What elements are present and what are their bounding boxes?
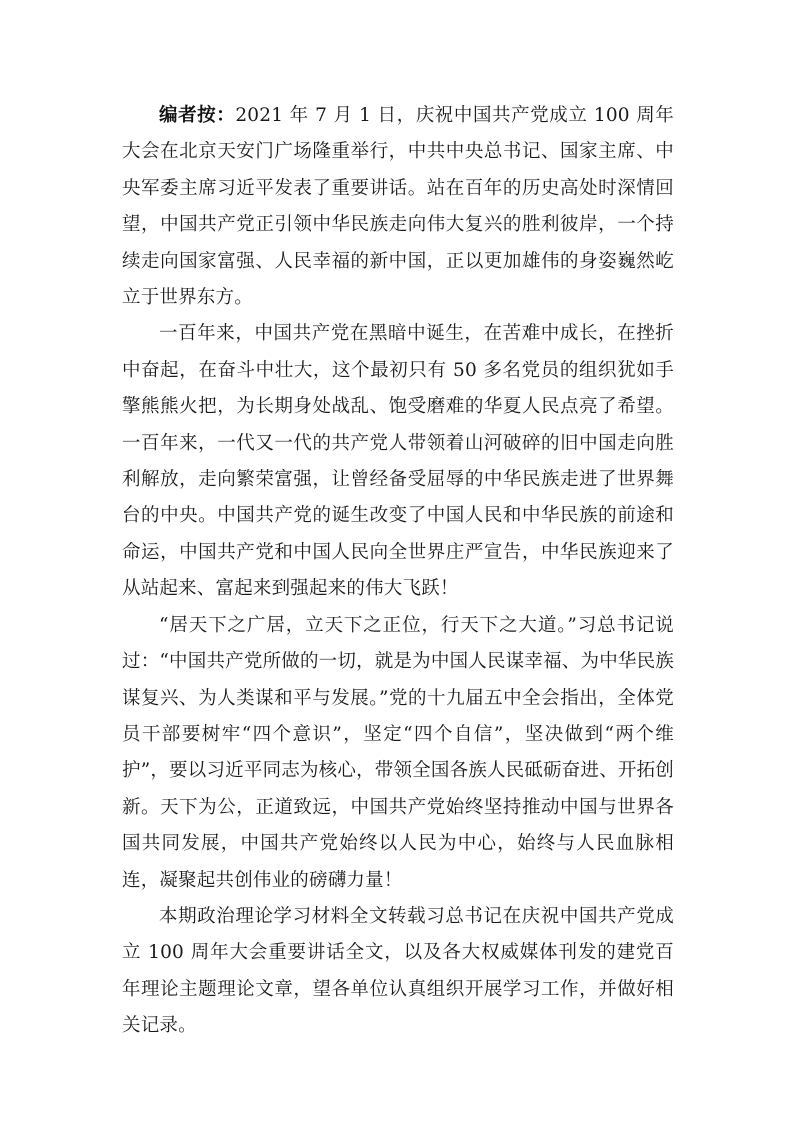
study-notice-text: 本期政治理论学习材料全文转载习总书记在庆祝中国共产党成立 100 周年大会重要讲话全文，以及各大权威媒体刊发的建党百年理论主题理论文章，望各单位认真组织开展学习工作，并做好相关记录。 <box>122 905 674 1037</box>
history-text: 一百年来，中国共产党在黑暗中诞生，在苦难中成长，在挫折中奋起，在奋斗中壮大，这个最初只有 50 多名党员的组织犹如手擎熊熊火把，为长期身处战乱、饱受磨难的华夏人民点亮了希望。一百年来，一代又一代的共产党人带领着山河破碎的旧中国走向胜利解放，走向繁荣富强，让曾经备受屈辱的中华民族走进了世界舞台的中央。中国共产党的诞生改变了中国人民和中华民族的前途和命运，中国共产党和中国人民向全世界庄严宣告，中华民族迎来了从站起来、富起来到强起来的伟大飞跃！ <box>122 323 674 600</box>
history-paragraph <box>122 316 674 607</box>
editor-note-paragraph <box>122 98 674 316</box>
quote-text: “居天下之广居，立天下之正位，行天下之大道。”习总书记说过：“中国共产党所做的一切，就是为中国人民谋幸福、为中华民族谋复兴、为人类谋和平与发展。”党的十九届五中全会指出，全体党员干部要树牢“四个意识”，坚定“四个自信”，坚决做到“两个维护”，要以习近平同志为核心，带领全国各族人民砥砺奋进、开拓创新。天下为公，正道致远，中国共产党始终坚持推动中国与世界各国共同发展，中国共产党始终以人民为中心，始终与人民血脉相连，凝聚起共创伟业的磅礴力量！ <box>122 614 674 891</box>
body-text <box>122 98 674 1045</box>
quote-paragraph <box>122 608 674 899</box>
editor-note-label: 编者按： <box>159 105 236 126</box>
study-notice-paragraph <box>122 899 674 1045</box>
editor-note-text: 2021 年 7 月 1 日，庆祝中国共产党成立 100 周年大会在北京天安门广场隆重举行，中共中央总书记、国家主席、中央军委主席习近平发表了重要讲话。站在百年的历史高处时深情回望，中国共产党正引领中华民族走向伟大复兴的胜利彼岸，一个持续走向国家富强、人民幸福的新中国，正以更加雄伟的身姿巍然屹立于世界东方。 <box>122 105 674 309</box>
